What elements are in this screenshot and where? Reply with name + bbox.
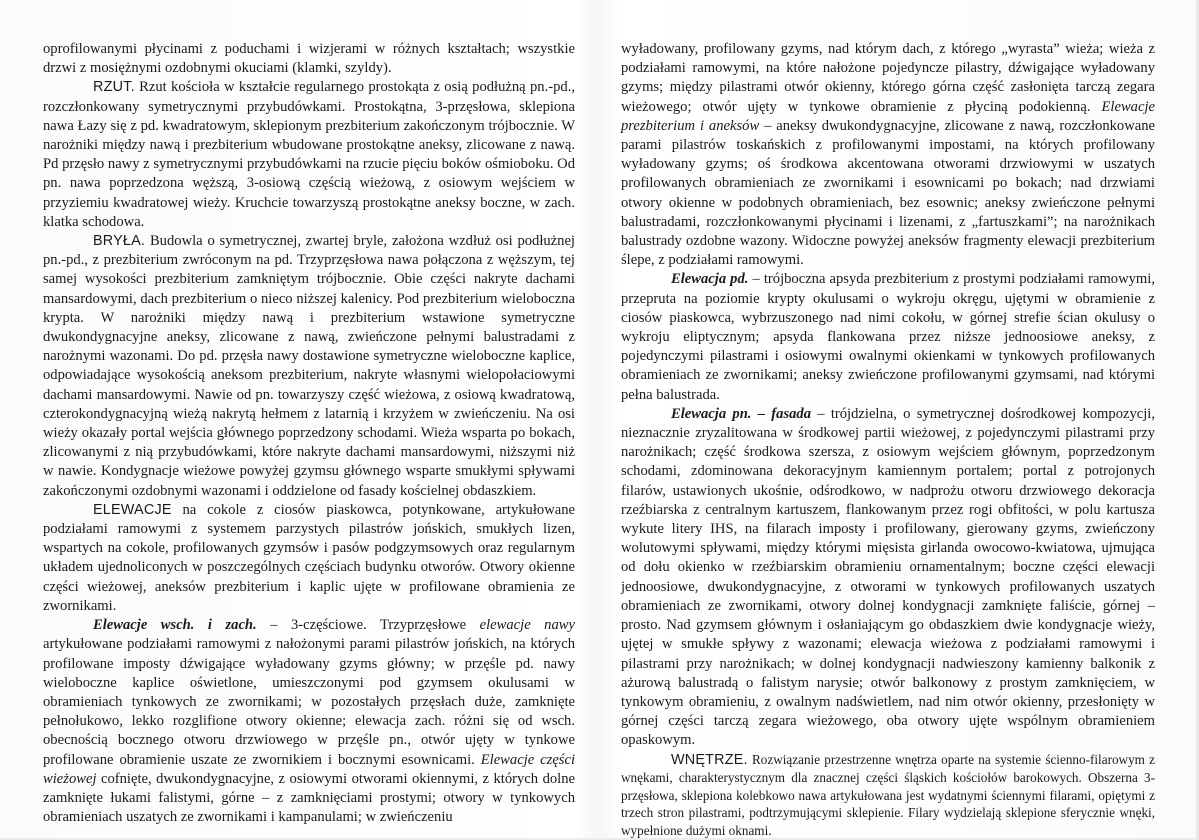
paragraph-tower-top — [621, 40, 1155, 270]
paragraph-bryla — [43, 232, 575, 501]
wsch-zach-heading: Elewacje wsch. i zach. — [93, 617, 257, 634]
wsch-zach-italic-2: Elewacje części wieżowej — [43, 751, 576, 787]
paragraph-elewacje-wsch-zach — [43, 616, 575, 827]
wsch-zach-italic-1: elewacje nawy — [479, 617, 575, 634]
doors-text: oprofilowanymi płycinami z poduchami i wizjerami w różnych kształtach; wszystkie drzwi z mosiężnymi ozdobnymi okuciami (klamki, szyldy). — [43, 41, 575, 77]
wnetrze-heading: WNĘTRZE. — [671, 751, 748, 768]
prezbiterium-italic: Elewacje prezbiterium i aneksów — [621, 98, 1155, 134]
left-column — [43, 40, 575, 827]
wsch-zach-text-1: – 3-częściowe. Trzyprzęsłowe — [256, 617, 480, 634]
elewacja-pn-text: – trójdzielna, o symetrycznej dośrodkowej kompozycji, nieznacznie zryzalitowana w środkowej partii wieżowej, z pojedynczymi pilastrami przy narożnikach; część środkowa szersza, z osiowym wejściem głównym, poprzedzonym schodami, zdominowana dekoracyjnym kamiennym portalem; portal z potrojonych filarów, ustawionych ukośnie, odśrodkowo, w nadprożu otworu drzwiowego dekoracja rzeźbiarska z centralnym kartuszem, flankowanym przez rogi obfitości, w polu kartusza wykute litery IHS, na filarach imposty i profilowany, gierowany gzyms, zwieńczony wolutowymi spływami, między którymi mięsista girlanda owocowo-kwiatowa, ujmująca od dołu okienko w rzeźbiarskim obramieniu ornamentalnym; boczne części elewacji jednoosiowe, dwukondygnacyjne, z otworami w tynkowych profilowanych uszatych obramieniach ze zwornikami, otwory dolnej kondygnacji zamknięte faliście, górnej – prosto. Nad gzymsem głównym i osłaniającym go obdaszkiem dwie kondygnacje wieży, ujętej w smukłe spływy z wazonami; elewacja wieżowa z podziałami ramowymi i pilastrami przy narożnikach; w dolnej kondygnacji nadwieszony kamienny balkonik z ażurową balustradą o falistym narysie; otwór balkonowy z prostym zamknięciem, w tynkowym obramieniu, z owalnym nadświetlem, nad nim otwór okienny, przesłonięty w górnej części tarczą zegara wieżowego, oba otwory ujęte wspólnym obramieniem opaskowym. — [621, 405, 1155, 749]
rzut-text: Rzut kościoła w kształcie regularnego prostokąta z osią podłużną pn.-pd., rozczłonkowany symetrycznymi przybudówkami. Prostokątna, 3-przęsłowa, sklepiona nawa Łazy się z pd. kwadratowym, sklepionym prezbiterium zakończonym trójbocznie. W narożniki między nawą i prezbiterium wbudowane prostokątne aneksy, zlicowane z nawą. Pd przęsło nawy z symetrycznymi przybudówkami na rzucie pięciu boków ośmioboku. Od pn. nawa poprzedzona węższą, 3-osiową częścią wieżową, z osiowym wejściem w przyziemiu kwadratowej wieży. Kruchcie towarzyszą prostokątne aneksy boczne, w zach. klatka schodowa. — [43, 79, 575, 230]
wsch-zach-text-3: cofnięte, dwukondygnacyjne, z osiowymi otworami okiennymi, z których dolne zamknięte łukami falistymi, górne – z zamknięciami prostymi; otwory w tynkowych obramieniach uszatych ze zwornikami i kampanulami; w zwieńczeniu — [43, 770, 575, 826]
right-column — [621, 40, 1155, 839]
paragraph-wnetrze — [621, 751, 1155, 840]
paragraph-elewacja-pn — [621, 405, 1155, 751]
wnetrze-text: Rozwiązanie przestrzenne wnętrza oparte na systemie ścienno-filarowym z wnękami, charakterystycznym dla znacznej części śląskich kościołów barokowych. Obszerna 3-przęsłowa, sklepiona kolebkowo nawa artykułowana jest wydatnymi ściennymi filarami, opiętymi z trzech stron pilastrami, podtrzymującymi sklepienie. Filary wydzielają sklepione sferycznie wnęki, wypełnione dużymi oknami. — [621, 751, 1155, 838]
bryla-heading: BRYŁA. — [93, 233, 146, 250]
paragraph-elewacje — [43, 501, 575, 616]
tower-top-text: wyładowany, profilowany gzyms, nad którym dach, z którego „wyrasta” wieża; wieża z podziałami ramowymi, na które nałożone pojedyncze pilastry, dźwigające wyładowany gzyms; między pilastrami otwór okienny, którego górna część zasłonięta tarczą zegara wieżowego; otwór ujęty w tynkowe obramienie z płyciną podokienną. — [621, 41, 1155, 115]
prezbiterium-text: – aneksy dwukondygnacyjne, zlicowane z nawą, rozczłonkowane parami pilastrów toskańskich z profilowanymi impostami, na których profilowany wyładowany gzyms; oś środkowa akcentowana otworami drzwiowymi w uszatych profilowanych obramieniach ze zwornikami i esownicami po bokach; nad drzwiami otwory okienne w podobnych obramieniach, bez esownic; aneksy zwieńczone pełnymi balustradami, rozczłonkowanymi płycinami i lizenami, z „fartuszkami”; na narożnikach balustrady ozdobne wazony. Widoczne powyżej aneksów fragmenty elewacji prezbiterium ślepe, z podziałami ramowymi. — [621, 117, 1156, 269]
elewacja-pd-text: – trójboczna apsyda prezbiterium z prostymi podziałami ramowymi, przepruta na poziomie krypty okulusami o wykroju okręgu, ujętymi w obramienie z ciosów piaskowca, wybrzuszonego nad nimi cokołu, w górnej strefie ścian okulusy o wykroju eliptycznym; apsyda flankowana przez niższe jednoosiowe aneksy, z pojedynczymi pilastrami i osiowymi owalnymi okienkami w tynkowych profilowanych obramieniach ze zwornikami; aneksy zwieńczone profilowanymi gzymsami, nad którymi pełna balustrada. — [621, 271, 1155, 403]
elewacja-pd-heading: Elewacja pd. — [671, 271, 749, 288]
paragraph-doors — [43, 40, 575, 78]
paragraph-elewacja-pd — [621, 270, 1155, 404]
elewacja-pn-heading: Elewacja pn. – fasada — [671, 405, 812, 422]
elewacje-heading: ELEWACJE — [93, 501, 172, 518]
rzut-heading: RZUT. — [93, 79, 135, 96]
wsch-zach-text-2: artykułowane podziałami ramowymi z nałożonymi parami pilastrów jońskich, na których profilowane imposty dźwigające wyładowany gzyms główny; w przęśle pd. nawy wieloboczne kaplice oświetlone, umieszczonymi pod gzymsem okulusami w obramieniach tynkowych ze zwornikami; w pozostałych przęsłach duże, zamknięte pełnołukowo, lekko rozglifione otwory okienne; elewacja zach. różni się od wsch. obecnością bocznego otworu drzwiowego w przęśle pn., otwór ujęty w tynkowe profilowane obramienie uszate ze zwornikiem i bocznymi esownicami. — [43, 636, 575, 768]
elewacje-text: na cokole z ciosów piaskowca, potynkowane, artykułowane podziałami ramowymi z systemem parzystych pilastrów jońskich, smukłych lizen, wspartych na cokole, profilowanych gzymsów i pasów podgzymsowych oraz regularnym układem ujednoliconych w poszczególnych częściach budynku otworów. Otwory okienne części wieżowej, aneksów prezbiterium i kaplic ujęte w profilowane obramienia ze zwornikami. — [43, 501, 575, 614]
paragraph-rzut — [43, 78, 575, 232]
bryla-text: Budowla o symetrycznej, zwartej bryle, założona wzdłuż osi podłużnej pn.-pd., z prezbiterium zwróconym na pd. Trzyprzęsłowa nawa połączona z węższym, tej samej wysokości prezbiterium zamkniętym trójbocznie. Obie części nakryte dachami mansardowymi, dach prezbiterium o nieco niższej kalenicy. Pod prezbiterium wieloboczna krypta. W narożniki między nawą i prezbiterium wstawione symetryczne dwukondygnacyjne aneksy, zlicowane z nawą, zwieńczone pełnymi balustradami z narożnymi wazonami. Do pd. przęsła nawy dostawione symetryczne wieloboczne kaplice, odpowiadające wysokością aneksom prezbiterium, nakryte własnymi wielopołaciowymi dachami mansardowymi. Nawie od pn. towarzyszy część wieżowa, z osiową kwadratową, czterokondygnacyjną wieżą nakrytą hełmem z latarnią i krzyżem w zwieńczeniu. Na osi wieży okazały portal wejścia głównego poprzedzony schodami. Wieża wsparta po bokach, zlicowanymi z nią przybudówkami, które nakryte dachami mansardowymi, niższymi niż w nawie. Kondygnacje wieżowe powyżej gzymsu głównego wsparte smukłymi spływami zakończonymi ozdobnymi wazonami i oddzielone od fasady kościelnej obdaszkiem. — [43, 233, 575, 499]
